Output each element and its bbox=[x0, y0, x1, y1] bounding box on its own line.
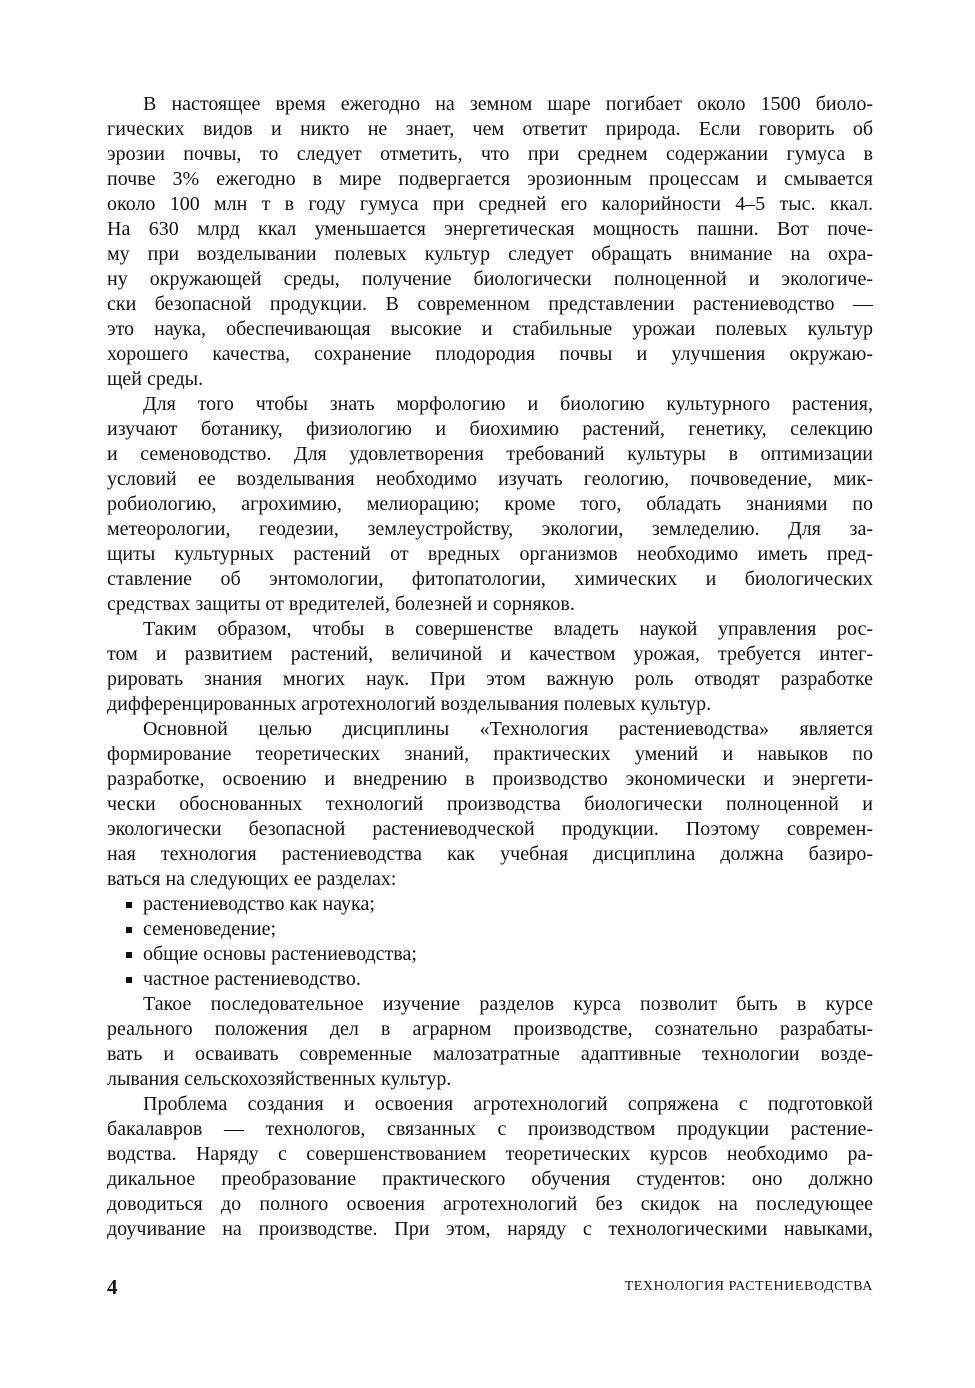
text-line: формирование теоретических знаний, практических умений и навыков по bbox=[107, 743, 873, 765]
text-line: доводиться до полного освоения агротехнологий без скидок на последующее bbox=[107, 1193, 873, 1215]
paragraph bbox=[107, 1092, 873, 1242]
running-head: ТЕХНОЛОГИЯ РАСТЕНИЕВОДСТВА bbox=[624, 1279, 873, 1294]
text-line: рировать знания многих наук. При этом важную роль отводят разработке bbox=[107, 668, 873, 690]
list-item-text: растениеводство как наука; bbox=[143, 893, 375, 915]
list-item bbox=[107, 917, 873, 942]
text-line: хорошего качества, сохранение плодородия почвы и улучшения окружаю- bbox=[107, 343, 873, 365]
text-line: вать и осваивать современные малозатратные адаптивные технологии возде- bbox=[107, 1043, 873, 1065]
text-line: Основной целью дисциплины «Технология растениеводства» является bbox=[143, 718, 873, 740]
text-line: метеорологии, геодезии, землеустройству, экологии, земледелию. Для за- bbox=[107, 518, 873, 540]
text-line: разработке, освоению и внедрению в производство экономически и энергети- bbox=[107, 768, 873, 790]
text-line: изучают ботанику, физиологию и биохимию растений, генетику, селекцию bbox=[107, 418, 873, 440]
page-body bbox=[107, 92, 873, 1242]
paragraph bbox=[107, 717, 873, 892]
list-item bbox=[107, 967, 873, 992]
list-item-text: частное растениеводство. bbox=[143, 968, 361, 990]
text-line: гических видов и никто не знает, чем ответит природа. Если говорить об bbox=[107, 118, 873, 140]
text-line: лывания сельскохозяйственных культур. bbox=[107, 1068, 452, 1090]
bullet-icon bbox=[126, 977, 132, 983]
list-item-text: семеноведение; bbox=[143, 918, 277, 940]
text-line: ски безопасной продукции. В современном представлении растениеводство — bbox=[107, 293, 873, 315]
text-line: ну окружающей среды, получение биологически полноценной и экологиче- bbox=[107, 268, 873, 290]
text-line: Проблема создания и освоения агротехнологий сопряжена с подготовкой bbox=[143, 1093, 873, 1115]
text-line: эрозии почвы, то следует отметить, что при среднем содержании гумуса в bbox=[107, 143, 873, 165]
text-line: В настоящее время ежегодно на земном шаре погибает около 1500 биоло- bbox=[143, 93, 873, 115]
text-line: это наука, обеспечивающая высокие и стабильные урожаи полевых культур bbox=[107, 318, 873, 340]
text-line: том и развитием растений, величиной и качеством урожая, требуется интег- bbox=[107, 643, 873, 665]
text-line: робиологию, агрохимию, мелиорацию; кроме того, обладать знаниями по bbox=[107, 493, 873, 515]
bullet-list bbox=[107, 892, 873, 992]
paragraph bbox=[107, 92, 873, 392]
text-line: и семеноводство. Для удовлетворения требований культуры в оптимизации bbox=[107, 443, 873, 465]
text-line: средствах защиты от вредителей, болезней и сорняков. bbox=[107, 593, 575, 615]
page-number: 4 bbox=[107, 1275, 118, 1299]
paragraph bbox=[107, 992, 873, 1092]
text-line: дифференцированных агротехнологий возделывания полевых культур. bbox=[107, 693, 712, 715]
list-item bbox=[107, 942, 873, 967]
paragraph bbox=[107, 392, 873, 617]
text-line: доучивание на производстве. При этом, наряду с технологическими навыками, bbox=[107, 1218, 873, 1240]
text-line: му при возделывании полевых культур следует обращать внимание на охра- bbox=[107, 243, 873, 265]
text-line: водства. Наряду с совершенствованием теоретических курсов необходимо ра- bbox=[107, 1143, 873, 1165]
text-line: щиты культурных растений от вредных организмов необходимо иметь пред- bbox=[107, 543, 873, 565]
bullet-icon bbox=[126, 952, 132, 958]
text-line: условий ее возделывания необходимо изучать геологию, почвоведение, мик- bbox=[107, 468, 873, 490]
text-line: Такое последовательное изучение разделов курса позволит быть в курсе bbox=[143, 993, 873, 1015]
bullet-icon bbox=[126, 902, 132, 908]
text-line: бакалавров — технологов, связанных с производством продукции растение- bbox=[107, 1118, 873, 1140]
text-line: Таким образом, чтобы в совершенстве владеть наукой управления рос- bbox=[143, 618, 873, 640]
text-line: Для того чтобы знать морфологию и биологию культурного растения, bbox=[143, 393, 873, 415]
text-line: ставление об энтомологии, фитопатологии, химических и биологических bbox=[107, 568, 873, 590]
text-line: На 630 млрд ккал уменьшается энергетическая мощность пашни. Вот поче- bbox=[107, 218, 873, 240]
list-item-text: общие основы растениеводства; bbox=[143, 943, 417, 965]
text-line: дикальное преобразование практического обучения студентов: оно должно bbox=[107, 1168, 873, 1190]
text-line: щей среды. bbox=[107, 368, 204, 390]
paragraph bbox=[107, 617, 873, 717]
list-item bbox=[107, 892, 873, 917]
text-line: почве 3% ежегодно в мире подвергается эрозионным процессам и смывается bbox=[107, 168, 873, 190]
text-line: реального положения дел в аграрном производстве, сознательно разрабаты- bbox=[107, 1018, 873, 1040]
text-line: экологически безопасной растениеводческой продукции. Поэтому современ- bbox=[107, 818, 873, 840]
text-line: ваться на следующих ее разделах: bbox=[107, 868, 397, 890]
bullet-icon bbox=[126, 927, 132, 933]
text-line: чески обоснованных технологий производства биологически полноценной и bbox=[107, 793, 873, 815]
page-footer bbox=[107, 1275, 873, 1300]
text-line: около 100 млн т в году гумуса при средней его калорийности 4–5 тыс. ккал. bbox=[107, 193, 873, 215]
text-line: ная технология растениеводства как учебная дисциплина должна базиро- bbox=[107, 843, 873, 865]
